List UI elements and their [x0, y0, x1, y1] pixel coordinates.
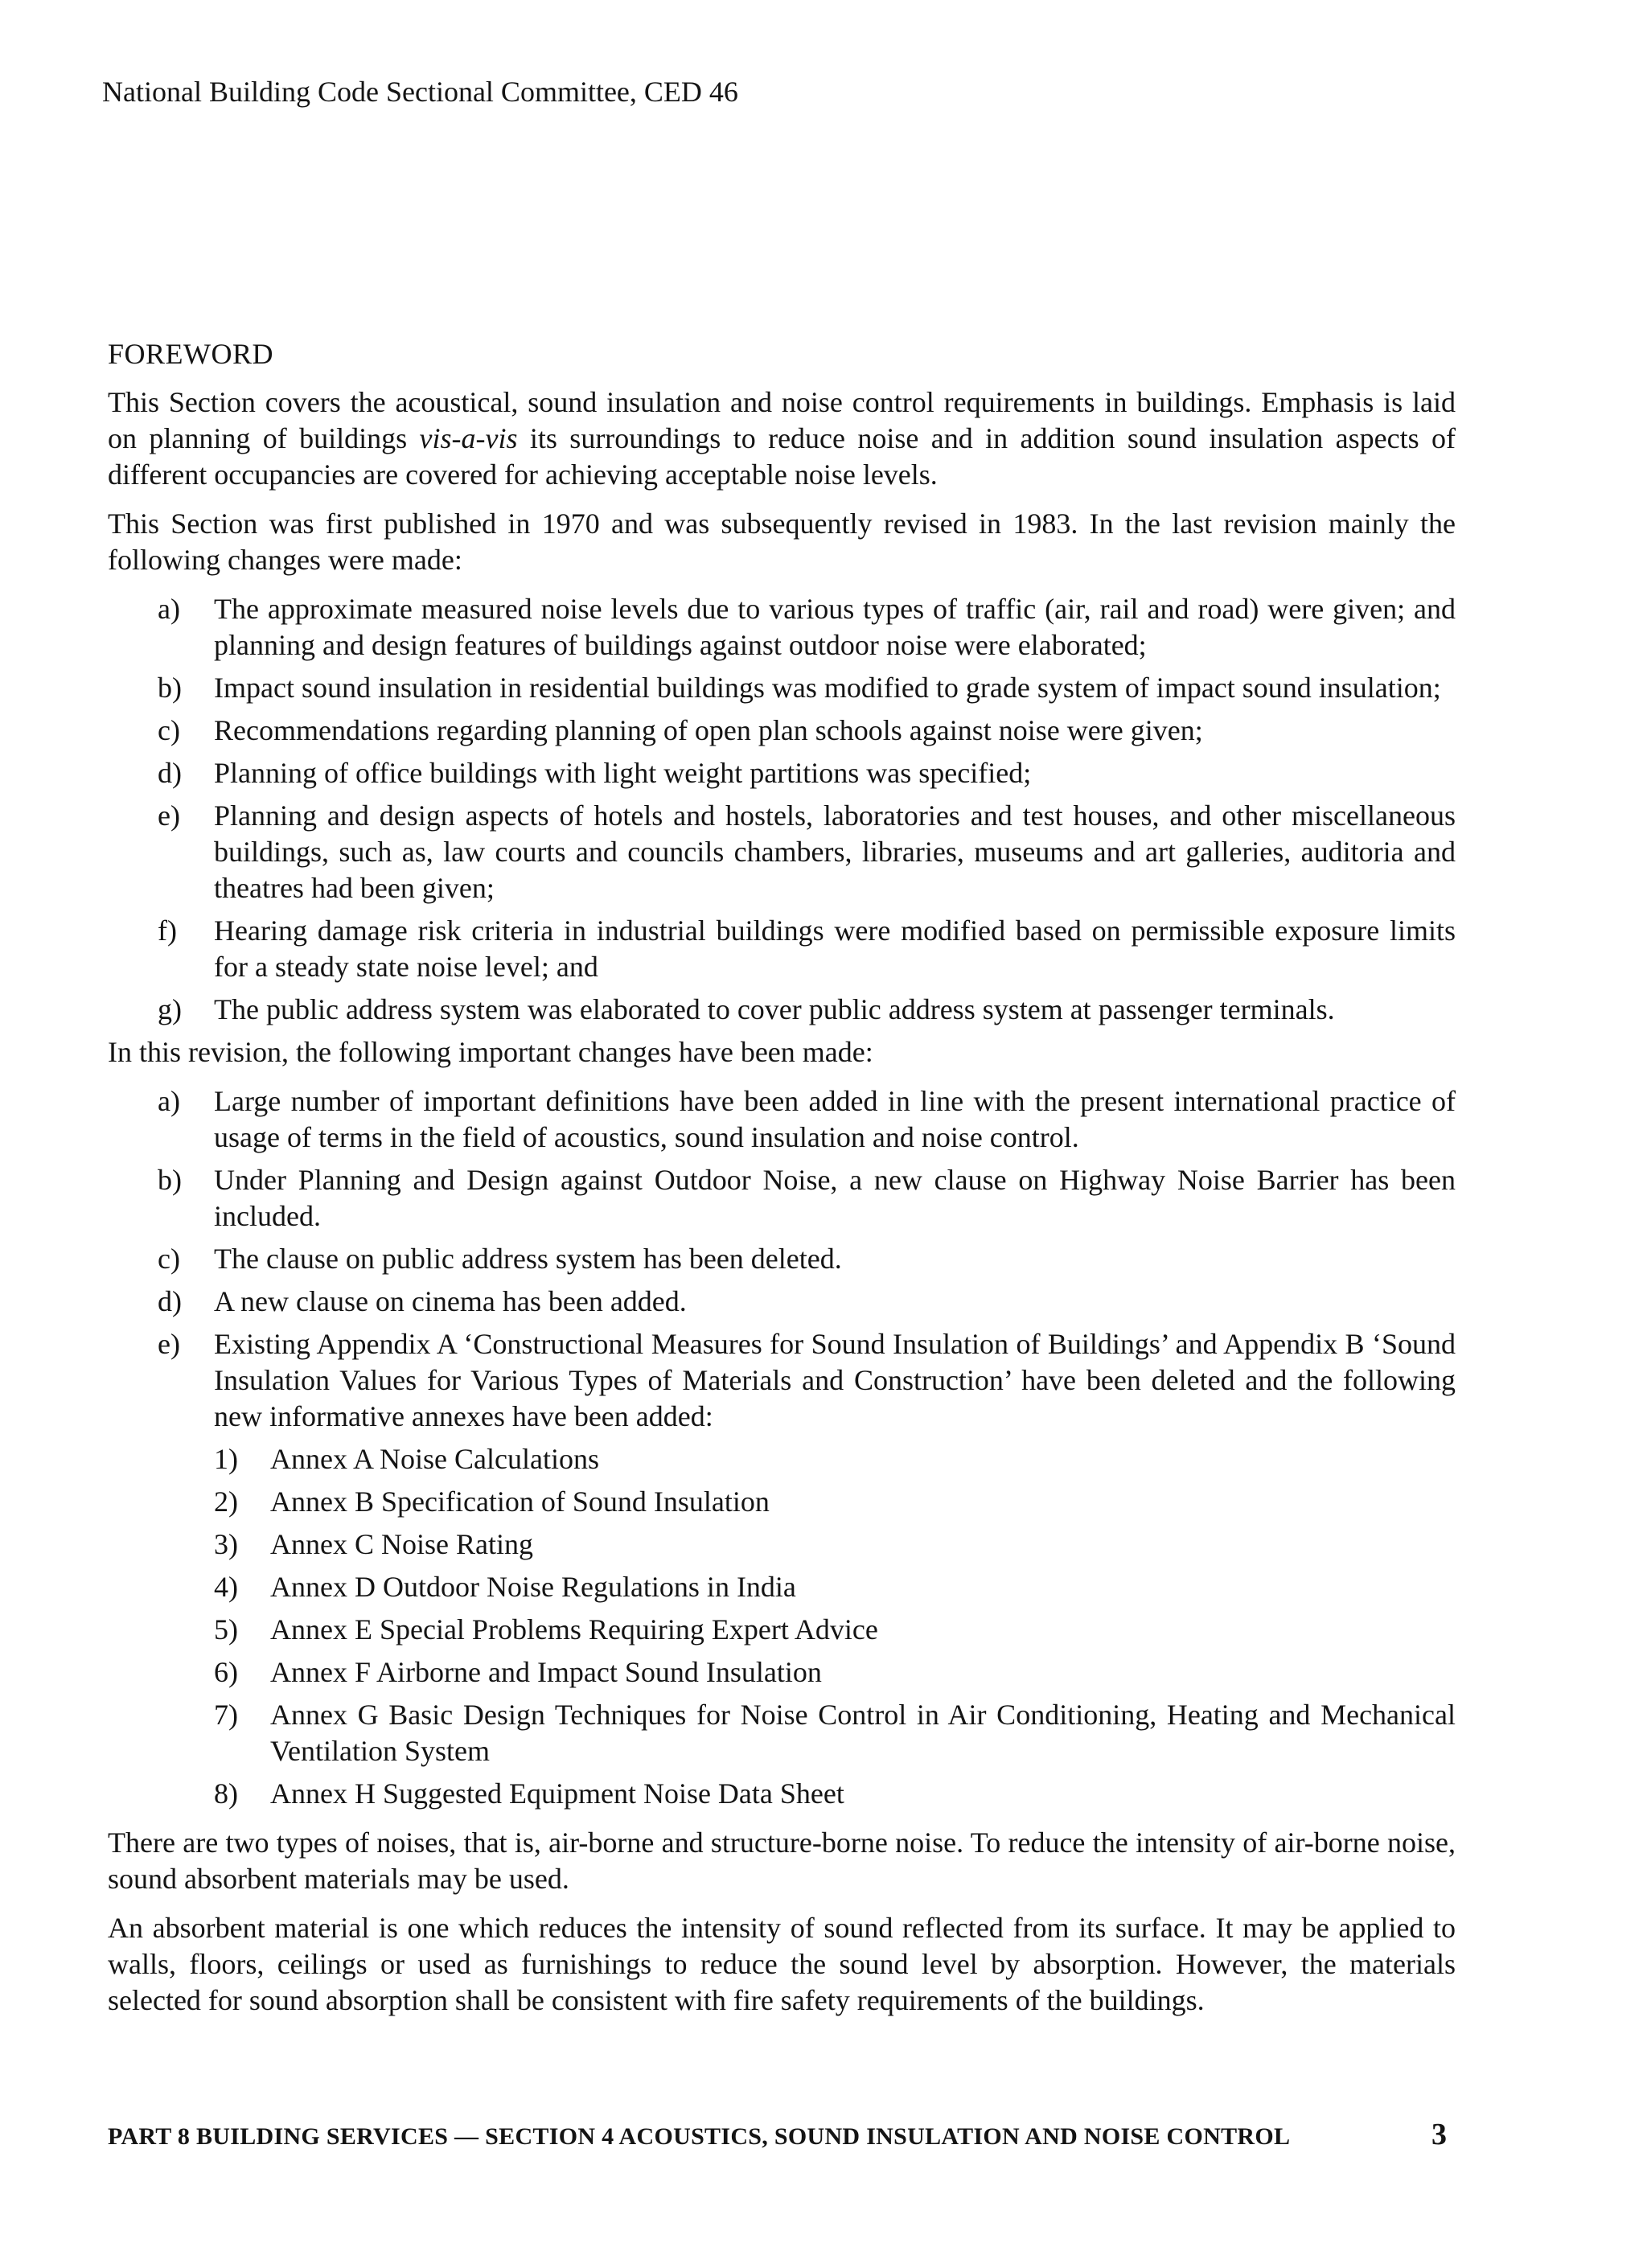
list-marker: f)	[158, 914, 177, 947]
annex-marker: 6)	[214, 1656, 238, 1688]
list-item-text: Planning and design aspects of hotels and hostels, laboratories and test houses, and other miscellaneous buildings, such as, law courts and councils chambers, libraries, museums and art galleries, auditoria and theatres had been given;	[214, 799, 1456, 904]
annex-marker: 2)	[214, 1485, 238, 1518]
annex-text: Annex H Suggested Equipment Noise Data Sheet	[270, 1777, 844, 1810]
list-marker: e)	[158, 799, 180, 832]
list-item-text: Large number of important definitions have been added in line with the present international practice of usage of terms in the field of acoustics, sound insulation and noise control.	[214, 1085, 1456, 1153]
list-marker: c)	[158, 714, 180, 746]
annex-marker: 4)	[214, 1571, 238, 1603]
foreword-section	[108, 336, 1456, 2032]
list-item	[108, 755, 1456, 791]
annex-marker: 8)	[214, 1777, 238, 1810]
list-marker: e)	[158, 1328, 180, 1360]
annex-text: Annex D Outdoor Noise Regulations in India	[270, 1571, 796, 1603]
page-number: 3	[1431, 2118, 1447, 2151]
list-item	[108, 992, 1456, 1028]
list-marker: c)	[158, 1243, 180, 1275]
scope-text-emphasis: vis-a-vis	[419, 422, 518, 454]
foreword-paragraph-absorbent: An absorbent material is one which reduces the intensity of sound reflected from its surface. It may be applied to walls, floors, ceilings or used as furnishings to reduce the sound level by absorption. However, the materials selected for sound absorption shall be consistent with fire safety requirements of the buildings.	[108, 1912, 1456, 2016]
annex-text: Annex C Noise Rating	[270, 1528, 533, 1560]
annex-item	[214, 1612, 1456, 1648]
list-item-text: The approximate measured noise levels due to various types of traffic (air, rail and road) were given; and planning and design features of buildings against outdoor noise were elaborated;	[214, 593, 1456, 661]
list-marker: b)	[158, 1164, 182, 1196]
running-footer: PART 8 BUILDING SERVICES — SECTION 4 ACOUSTICS, SOUND INSULATION AND NOISE CONTROL	[108, 2123, 1291, 2150]
annex-marker: 5)	[214, 1613, 238, 1646]
annex-item	[214, 1776, 1456, 1812]
this-revision-list	[108, 1083, 1456, 1818]
list-item	[108, 670, 1456, 706]
committee-header: National Building Code Sectional Committee, CED 46	[102, 76, 738, 108]
annex-text: Annex A Noise Calculations	[270, 1443, 599, 1475]
list-marker: d)	[158, 1285, 182, 1317]
list-item	[108, 1284, 1456, 1320]
foreword-heading: FOREWORD	[108, 338, 274, 370]
list-marker: b)	[158, 672, 182, 704]
last-revision-list	[108, 591, 1456, 1028]
list-marker: d)	[158, 757, 182, 789]
list-item	[108, 1162, 1456, 1235]
annex-item	[214, 1654, 1456, 1691]
annex-item	[214, 1697, 1456, 1769]
annex-item	[214, 1484, 1456, 1520]
list-item-text: Hearing damage risk criteria in industrial buildings were modified based on permissible exposure limits for a steady state noise level; and	[214, 914, 1456, 983]
foreword-paragraph-scope	[108, 384, 1456, 493]
list-marker: a)	[158, 593, 180, 625]
annex-text: Annex E Special Problems Requiring Expert Advice	[270, 1613, 878, 1646]
list-item-text: Planning of office buildings with light weight partitions was specified;	[214, 757, 1032, 789]
list-item	[108, 713, 1456, 749]
annex-marker: 3)	[214, 1528, 238, 1560]
foreword-paragraph-noise-types: There are two types of noises, that is, air-borne and structure-borne noise. To reduce the intensity of air-borne noise, sound absorbent materials may be used.	[108, 1826, 1456, 1895]
list-item	[108, 1083, 1456, 1156]
list-item	[108, 591, 1456, 664]
list-item-text: A new clause on cinema has been added.	[214, 1285, 687, 1317]
annex-item	[214, 1526, 1456, 1563]
list-marker: a)	[158, 1085, 180, 1117]
annex-text: Annex B Specification of Sound Insulation	[270, 1485, 770, 1518]
list-item	[108, 913, 1456, 985]
annex-item	[214, 1441, 1456, 1477]
foreword-paragraph-revision: In this revision, the following important changes have been made:	[108, 1036, 873, 1068]
annex-text: Annex F Airborne and Impact Sound Insulation	[270, 1656, 822, 1688]
annex-list	[214, 1441, 1456, 1812]
foreword-paragraph-history: This Section was first published in 1970 and was subsequently revised in 1983. In the last revision mainly the following changes were made:	[108, 507, 1456, 576]
list-marker: g)	[158, 993, 182, 1025]
list-item-text: Under Planning and Design against Outdoor Noise, a new clause on Highway Noise Barrier has been included.	[214, 1164, 1456, 1232]
list-item	[108, 1326, 1456, 1818]
list-item-text: Impact sound insulation in residential buildings was modified to grade system of impact sound insulation;	[214, 672, 1441, 704]
list-item-text: Existing Appendix A ‘Constructional Measures for Sound Insulation of Buildings’ and Appendix B ‘Sound Insulation Values for Various Types of Materials and Construction’ have been deleted and the following new informative annexes have been added:	[214, 1328, 1456, 1432]
list-item-body	[214, 1326, 1456, 1818]
list-item-text: The public address system was elaborated to cover public address system at passenger terminals.	[214, 993, 1335, 1025]
annex-text: Annex G Basic Design Techniques for Noise Control in Air Conditioning, Heating and Mechanical Ventilation System	[270, 1699, 1456, 1767]
scope-text-end: its surroundings to reduce noise and in addition sound insulation aspects of different occupancies are covered for achieving acceptable noise levels.	[108, 422, 1456, 491]
annex-marker: 7)	[214, 1699, 238, 1731]
annex-item	[214, 1569, 1456, 1605]
scope-text-start: This Section covers the acoustical, sound insulation and noise control requirements in buildings. Emphasis is laid on planning of buildings	[108, 386, 1456, 454]
list-item	[108, 1241, 1456, 1277]
annex-marker: 1)	[214, 1443, 238, 1475]
list-item-text: Recommendations regarding planning of open plan schools against noise were given;	[214, 714, 1203, 746]
list-item	[108, 798, 1456, 906]
list-item-text: The clause on public address system has been deleted.	[214, 1243, 842, 1275]
